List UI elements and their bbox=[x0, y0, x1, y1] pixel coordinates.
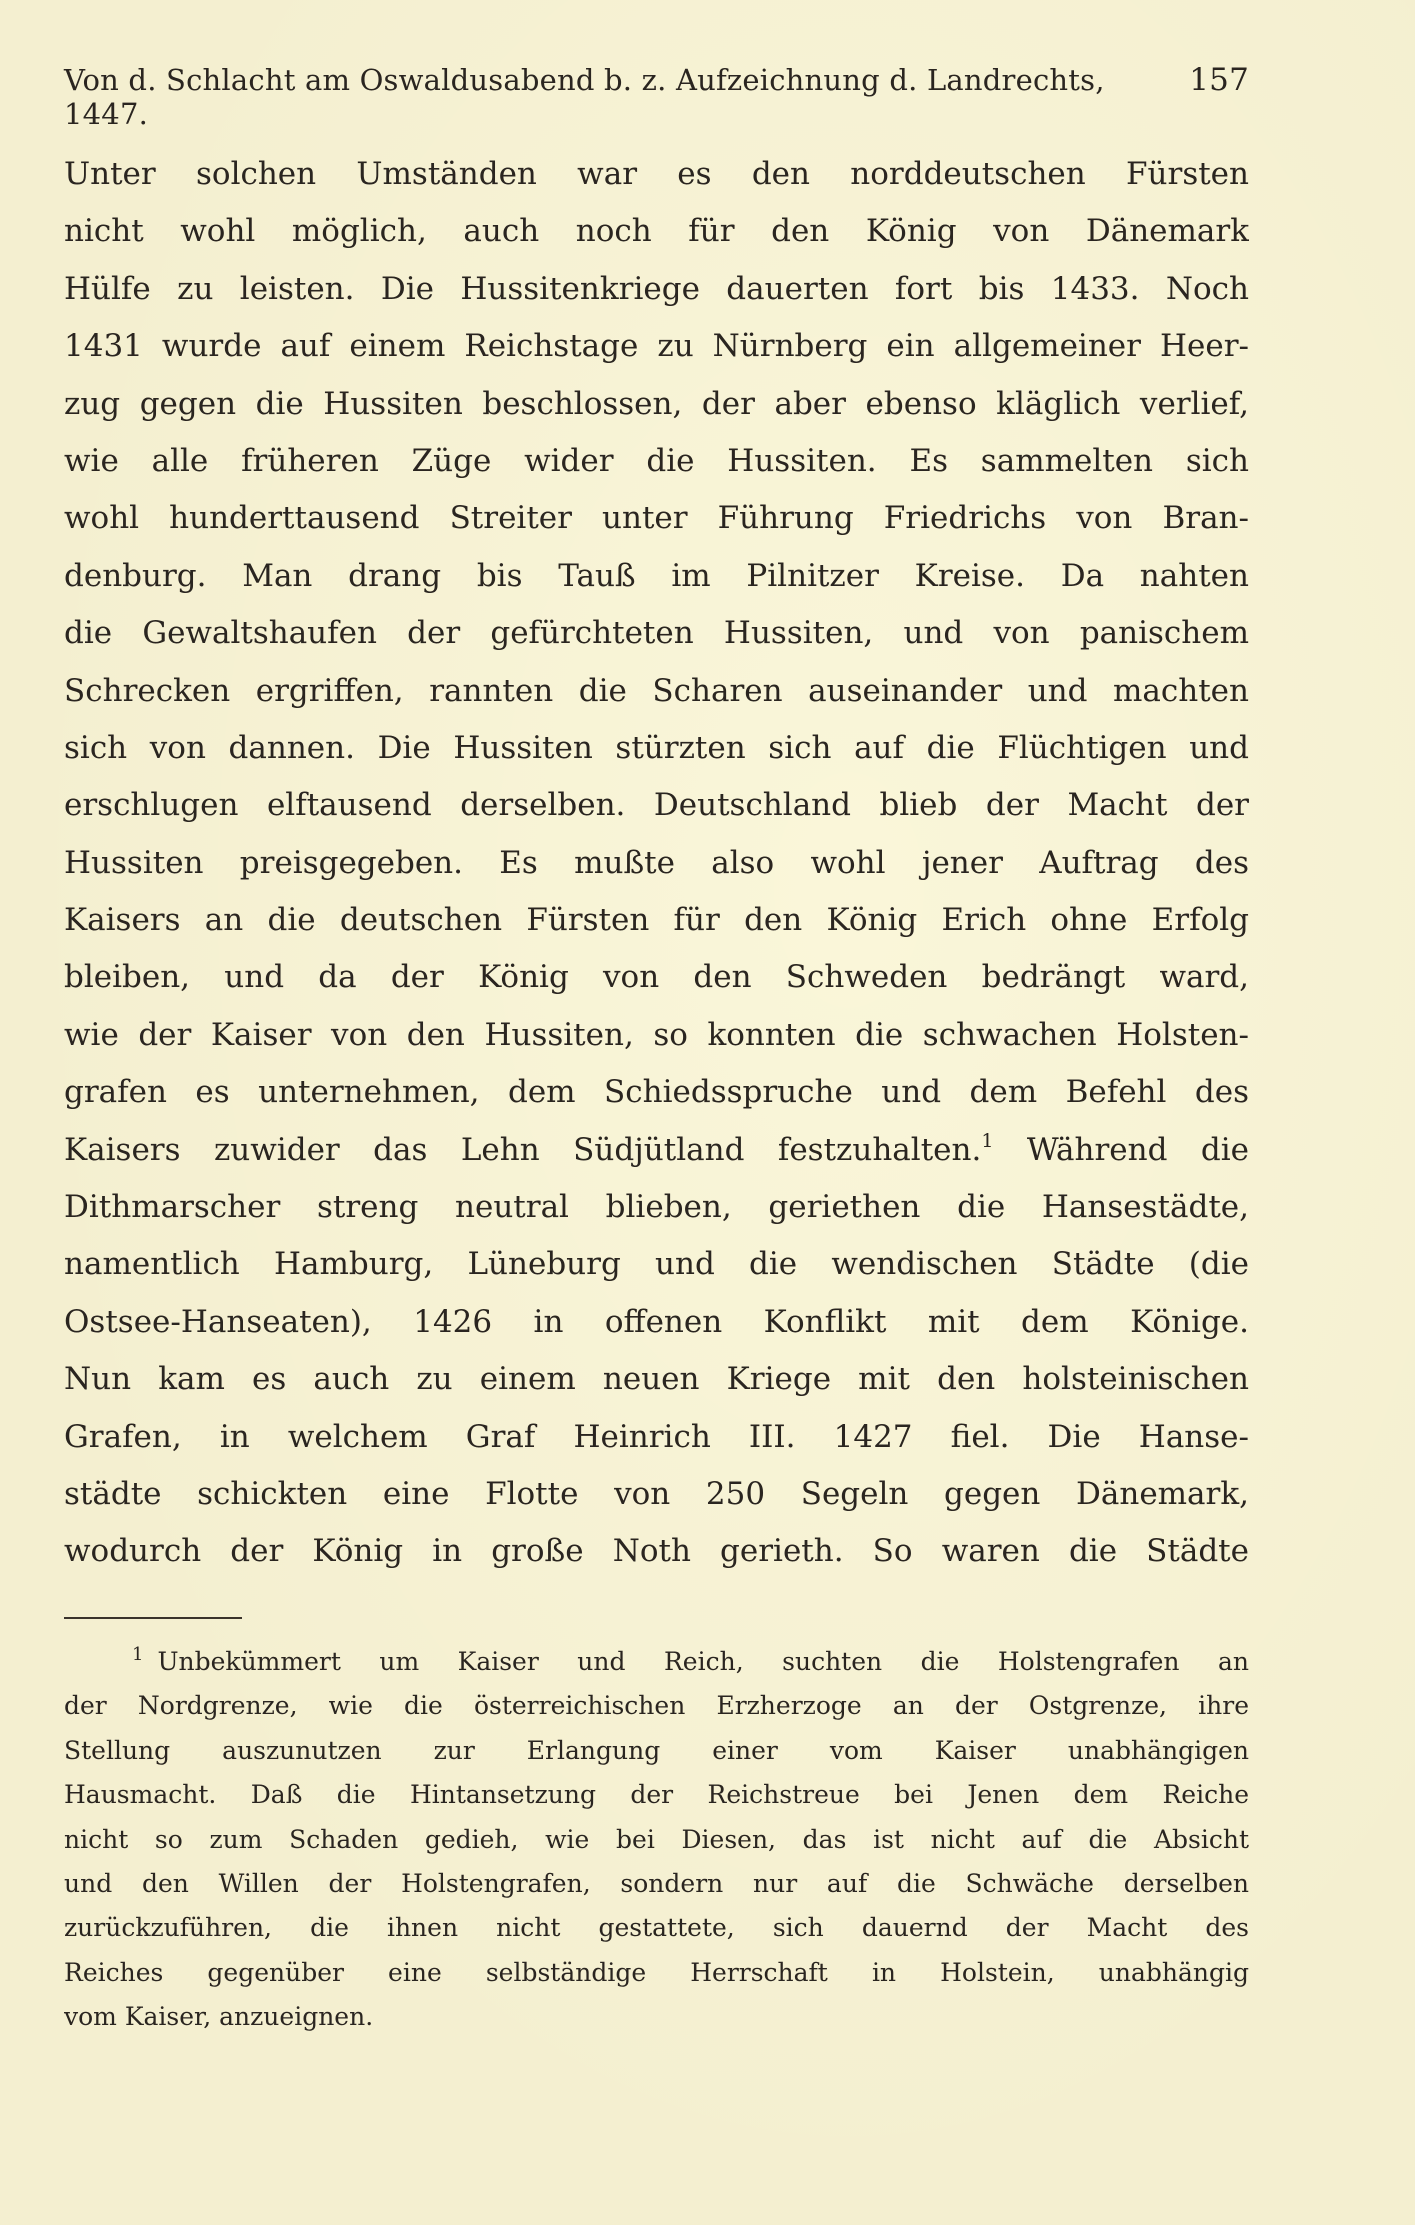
text-line: 1431 wurde auf einem Reichstage zu Nürnberg ein allgemeiner Heer- bbox=[64, 328, 1249, 365]
text-line: sich von dannen. Die Hussiten stürzten sich auf die Flüchtigen und bbox=[64, 729, 1249, 766]
page-number: 157 bbox=[1189, 62, 1249, 98]
footnote-marker: 1 bbox=[132, 1644, 144, 1665]
text-line: erschlugen elftausend derselben. Deutschland blieb der Macht der bbox=[64, 787, 1249, 824]
running-head-title: Von d. Schlacht am Oswaldusabend b. z. Aufzeichnung d. Landrechts, 1447. bbox=[64, 63, 1105, 131]
text-line: wie der Kaiser von den Hussiten, so konnten die schwachen Holsten- bbox=[64, 1016, 1249, 1053]
text-line: Nun kam es auch zu einem neuen Kriege mit den holsteinischen bbox=[64, 1361, 1249, 1398]
text-line: Hülfe zu leisten. Die Hussitenkriege dauerten fort bis 1433. Noch bbox=[64, 270, 1249, 307]
footnote-line: vom Kaiser, anzueignen. bbox=[64, 2002, 374, 2032]
text-line: Grafen, in welchem Graf Heinrich III. 1427 fiel. Die Hanse- bbox=[64, 1418, 1249, 1455]
footnote-reference[interactable]: 1 bbox=[981, 1129, 994, 1152]
text-line: die Gewaltshaufen der gefürchteten Hussiten, und von panischem bbox=[64, 615, 1249, 652]
footnote-line: Reiches gegenüber eine selbständige Herrschaft in Holstein, unabhängig bbox=[64, 1957, 1249, 1987]
footnote-line: und den Willen der Holstengrafen, sondern nur auf die Schwäche derselben bbox=[64, 1868, 1249, 1898]
text-line: namentlich Hamburg, Lüneburg und die wendischen Städte (die bbox=[64, 1246, 1249, 1283]
text-line: grafen es unternehmen, dem Schiedsspruche und dem Befehl des bbox=[64, 1074, 1249, 1111]
footnote-divider bbox=[64, 1617, 242, 1619]
text-line: Unter solchen Umständen war es den norddeutschen Fürsten bbox=[64, 156, 1249, 192]
text-segment: Während die bbox=[1026, 1131, 1249, 1168]
text-line: Kaisers an die deutschen Fürsten für den König Erich ohne Erfolg bbox=[64, 902, 1249, 939]
text-line: städte schickten eine Flotte von 250 Segeln gegen Dänemark, bbox=[64, 1475, 1249, 1512]
text-line: wie alle früheren Züge wider die Hussiten. Es sammelten sich bbox=[64, 442, 1249, 479]
text-line: bleiben, und da der König von den Schweden bedrängt ward, bbox=[64, 959, 1249, 996]
footnote-line: der Nordgrenze, wie die österreichischen Erzherzoge an der Ostgrenze, ihre bbox=[64, 1691, 1249, 1721]
text-line: Hussiten preisgegeben. Es mußte also wohl jener Auftrag des bbox=[64, 844, 1249, 881]
main-text bbox=[64, 146, 1249, 1581]
text-line: zug gegen die Hussiten beschlossen, der aber ebenso kläglich verlief, bbox=[64, 385, 1249, 422]
footnote-line: zurückzuführen, die ihnen nicht gestattete, sich dauernd der Macht des bbox=[64, 1913, 1249, 1943]
text-line-with-note bbox=[64, 1122, 1249, 1179]
text-segment: Kaisers zuwider das Lehn Südjütland festzuhalten. bbox=[64, 1131, 982, 1168]
footnote-text: Unbekümmert um Kaiser und Reich, suchten die Holstengrafen an bbox=[157, 1647, 1249, 1676]
text-line: Dithmarscher streng neutral blieben, geriethen die Hansestädte, bbox=[64, 1189, 1249, 1226]
footnote-line: Hausmacht. Daß die Hintansetzung der Reichstreue bei Jenen dem Reiche bbox=[64, 1780, 1249, 1810]
running-head bbox=[64, 62, 1249, 131]
text-line: Schrecken ergriffen, rannten die Scharen auseinander und machten bbox=[64, 672, 1249, 709]
text-line: wohl hunderttausend Streiter unter Führung Friedrichs von Bran- bbox=[64, 500, 1249, 537]
text-line: denburg. Man drang bis Tauß im Pilnitzer Kreise. Da nahten bbox=[64, 557, 1249, 594]
text-line: wodurch der König in große Noth gerieth. So waren die Städte bbox=[64, 1533, 1249, 1570]
footnote bbox=[64, 1640, 1249, 2040]
footnote-line: nicht so zum Schaden gedieh, wie bei Diesen, das ist nicht auf die Absicht bbox=[64, 1824, 1249, 1854]
text-line: Ostsee-Hanseaten), 1426 in offenen Konflikt mit dem Könige. bbox=[64, 1303, 1249, 1340]
text-line: nicht wohl möglich, auch noch für den König von Dänemark bbox=[64, 213, 1249, 250]
footnote-line bbox=[64, 1640, 1249, 1684]
footnote-line: Stellung auszunutzen zur Erlangung einer vom Kaiser unabhängigen bbox=[64, 1735, 1249, 1765]
